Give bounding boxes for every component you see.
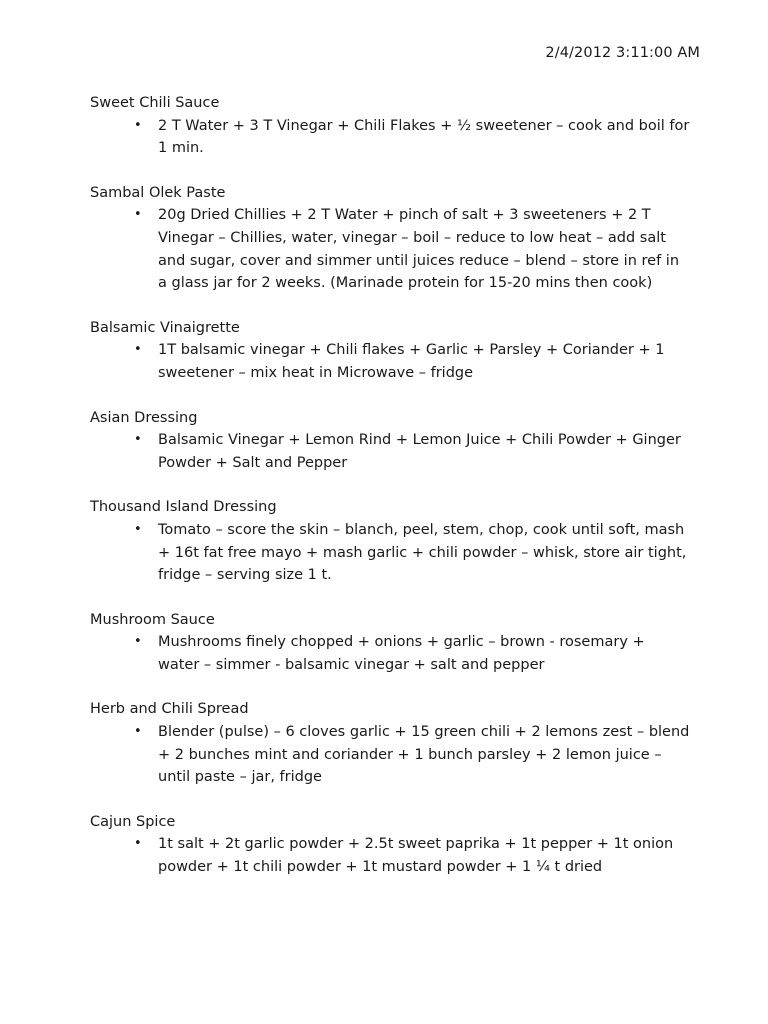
recipe-section xyxy=(90,407,690,475)
recipe-step-text: 20g Dried Chillies + 2 T Water + pinch of salt + 3 sweeteners + 2 T Vinegar – Chillies, water, vinegar – boil – reduce to low heat – add salt and sugar, cover and simmer until juices reduce – blend – store in ref in a glass jar for 2 weeks. (Marinade protein for 15-20 mins then cook) xyxy=(158,207,680,292)
recipe-step-text: 1T balsamic vinegar + Chili flakes + Garlic + Parsley + Coriander + 1 sweetener – mix heat in Microwave – fridge xyxy=(158,342,665,381)
bullet-icon: • xyxy=(134,432,142,448)
recipe-step-text: 2 T Water + 3 T Vinegar + Chili Flakes + ½ sweetener – cook and boil for 1 min. xyxy=(158,117,690,157)
recipe-title: Sweet Chili Sauce xyxy=(90,95,220,111)
bullet-icon: • xyxy=(134,836,142,852)
recipe-step xyxy=(90,519,690,587)
recipe-step-text: Mushrooms finely chopped + onions + garlic – brown - rosemary + water – simmer - balsamic vinegar + salt and pepper xyxy=(158,634,645,673)
recipe-section xyxy=(90,182,690,295)
recipe-section xyxy=(90,92,690,160)
bullet-icon: • xyxy=(134,117,142,133)
recipe-title: Mushroom Sauce xyxy=(90,611,215,628)
recipe-step-text: Tomato – score the skin – blanch, peel, stem, chop, cook until soft, mash + 16t fat free mayo + mash garlic + chili powder – whisk, store air tight, fridge – serving size 1 t. xyxy=(158,521,687,584)
recipe-step xyxy=(90,833,690,878)
recipe-step xyxy=(90,429,690,474)
bullet-icon: • xyxy=(134,207,142,223)
bullet-icon: • xyxy=(134,521,142,537)
recipe-step-text: Balsamic Vinegar + Lemon Rind + Lemon Juice + Chili Powder + Ginger Powder + Salt and Pepper xyxy=(158,432,681,471)
recipe-section xyxy=(90,317,690,385)
recipe-section xyxy=(90,698,690,788)
recipe-steps xyxy=(90,204,690,294)
recipe-steps xyxy=(90,631,690,676)
recipe-steps xyxy=(90,721,690,789)
document-timestamp: 2/4/2012 3:11:00 AM xyxy=(545,45,700,61)
recipe-title: Thousand Island Dressing xyxy=(90,499,277,516)
recipe-step-text: Blender (pulse) – 6 cloves garlic + 15 green chili + 2 lemons zest – blend + 2 bunches mint and coriander + 1 bunch parsley + 2 lemon juice – until paste – jar, fridge xyxy=(158,724,690,786)
recipe-title: Balsamic Vinaigrette xyxy=(90,319,240,336)
recipe-title: Herb and Chili Spread xyxy=(90,701,249,718)
bullet-icon: • xyxy=(134,724,142,740)
recipe-steps xyxy=(90,339,690,384)
recipe-step xyxy=(90,204,690,294)
recipe-steps xyxy=(90,519,690,587)
recipe-title: Asian Dressing xyxy=(90,409,198,426)
recipe-steps xyxy=(90,429,690,474)
recipe-steps xyxy=(90,833,690,878)
recipe-steps xyxy=(90,115,690,160)
recipe-title: Cajun Spice xyxy=(90,813,176,830)
recipe-title: Sambal Olek Paste xyxy=(90,184,226,201)
recipe-step xyxy=(90,115,690,160)
recipe-section xyxy=(90,609,690,677)
recipe-step-text: 1t salt + 2t garlic powder + 2.5t sweet paprika + 1t pepper + 1t onion powder + 1t chili powder + 1t mustard powder + 1 ¼ t dried xyxy=(158,836,674,876)
bullet-icon: • xyxy=(134,342,142,358)
recipe-step xyxy=(90,339,690,384)
recipe-section xyxy=(90,496,690,586)
recipe-step xyxy=(90,721,690,789)
bullet-icon: • xyxy=(134,634,142,650)
recipe-list-container xyxy=(90,92,690,901)
recipe-step xyxy=(90,631,690,676)
recipe-section xyxy=(90,811,690,879)
